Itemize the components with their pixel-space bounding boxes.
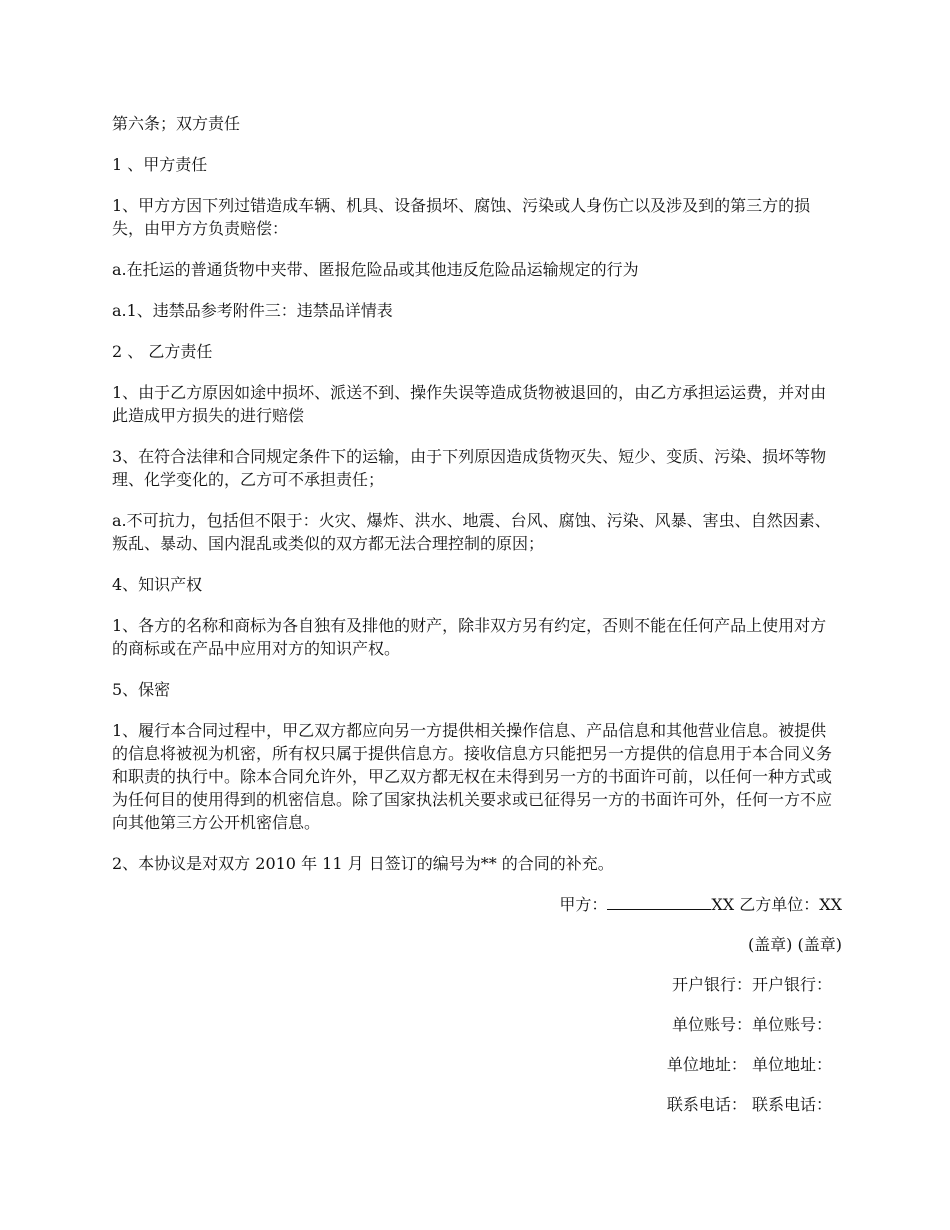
signature-phone-line: 联系电话： 联系电话：: [666, 1095, 832, 1114]
ip-clause-1: 1、各方的名称和商标为各自独有及排他的财产，除非双方另有约定，否则不能在任何产品上使用对方的商标或在产品中应用对方的知识产权。: [112, 616, 827, 658]
confidentiality-clause-2: 2、本协议是对双方 2010 年 11 月 日签订的编号为** 的合同的补充。: [112, 854, 614, 873]
party-a-clause-a1: a.1、违禁品参考附件三：违禁品详情表: [112, 301, 393, 320]
section-heading-ip: 4、知识产权: [112, 575, 203, 594]
contract-page: [112, 112, 842, 1133]
party-a-label: 甲方：: [559, 895, 608, 914]
signature-bank-line: 开户银行：开户银行：: [671, 975, 832, 994]
signature-block: [112, 893, 842, 1116]
party-b-clause-3: 3、在符合法律和合同规定条件下的运输，由于下列原因造成货物灭失、短少、变质、污染、损坏等物理、化学变化的，乙方可不承担责任；: [112, 447, 827, 489]
signature-seal-line: (盖章) (盖章): [747, 935, 842, 954]
party-b-clause-1: 1、由于乙方原因如途中损坏、派送不到、操作失误等造成货物被退回的，由乙方承担运运费，并对由此造成甲方损失的进行赔偿: [112, 383, 827, 425]
signature-account-line: 单位账号：单位账号：: [671, 1015, 832, 1034]
article-title: 第六条；双方责任: [112, 114, 241, 133]
party-a-suffix: XX 乙方单位：XX: [711, 895, 842, 914]
party-a-clause-1: 1、甲方方因下列过错造成车辆、机具、设备损坏、腐蚀、污染或人身伤亡以及涉及到的第三方的损失，由甲方方负责赔偿：: [112, 196, 811, 238]
party-b-clause-a: a.不可抗力，包括但不限于：火灾、爆炸、洪水、地震、台风、腐蚀、污染、风暴、害虫、自然因素、叛乱、暴动、国内混乱或类似的双方都无法合理控制的原因；: [112, 511, 831, 553]
confidentiality-clause-1: 1、履行本合同过程中，甲乙双方都应向另一方提供相关操作信息、产品信息和其他营业信息。被提供的信息将被视为机密，所有权只属于提供信息方。接收信息方只能把另一方提供的信息用于本合同义务和职责的执行中。除本合同允许外，甲乙双方都无权在未得到另一方的书面许可前，以任何一种方式或为任何目的使用得到的机密信息。除了国家执法机关要求或已征得另一方的书面许可外，任何一方不应向其他第三方公开机密信息。: [112, 721, 833, 832]
party-a-clause-a: a.在托运的普通货物中夹带、匿报危险品或其他违反危险品运输规定的行为: [112, 260, 639, 279]
section-heading-party-b: 2 、 乙方责任: [112, 342, 213, 361]
signature-address-line: 单位地址： 单位地址：: [666, 1055, 832, 1074]
party-a-blank-line: [607, 893, 711, 910]
section-heading-party-a: 1 、甲方责任: [112, 155, 208, 174]
signature-party-line: [112, 893, 842, 916]
section-heading-confidentiality: 5、保密: [112, 680, 171, 699]
